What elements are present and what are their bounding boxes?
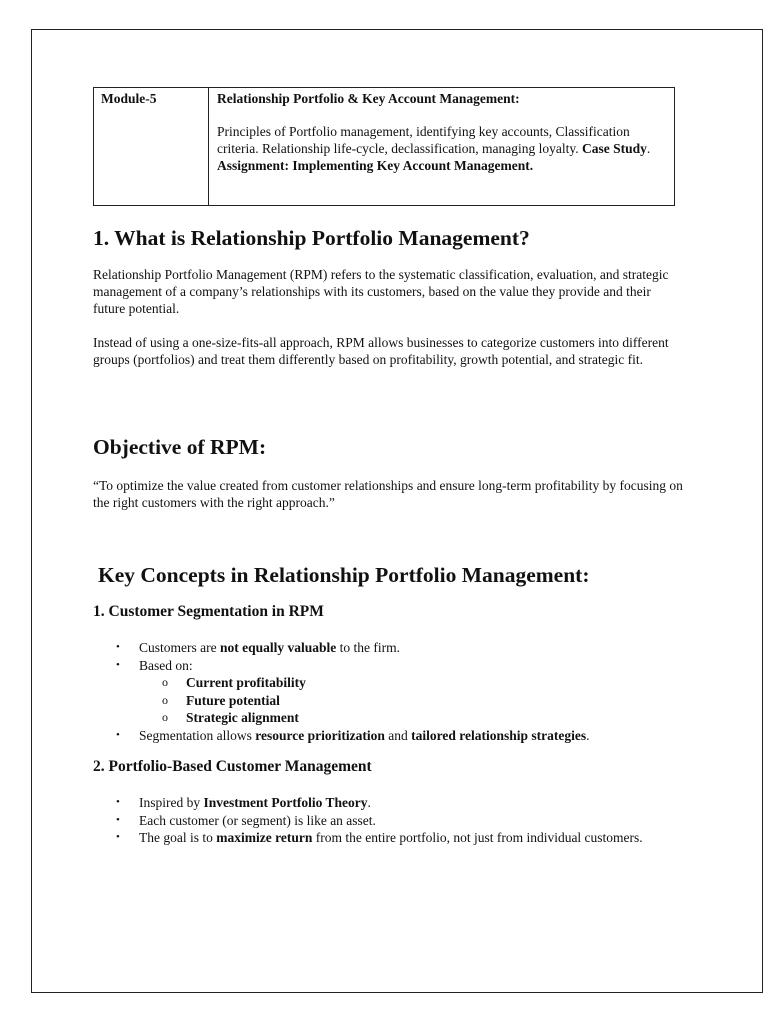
bullet-icon: • [116,641,120,653]
text: and [384,727,412,743]
bullet-icon: • [116,796,120,808]
separator-dot: . [646,141,651,156]
objective-quote: “To optimize the value created from customer relationships and ensure long-term profitability by focusing on the right customers with the right approach.” [93,478,683,510]
list-item [93,829,678,847]
text: to the firm. [336,640,401,655]
list-item [93,727,678,745]
text: Inspired by [139,795,204,810]
portfolio-heading: 2. Portfolio-Based Customer Management [93,758,372,775]
segmentation-list [93,639,678,744]
text: . [367,795,371,810]
list-item [93,794,678,812]
circle-bullet-icon: o [162,675,168,689]
section1-para1: Relationship Portfolio Management (RPM) refers to the systematic classification, evaluation, and strategic management of a company’s relationships with its customers, based on the value they provide and their future potential. [93,267,669,316]
module-content [209,88,675,206]
bold-text: resource prioritization [255,727,385,743]
bullet-icon: • [116,658,120,671]
list-item [93,657,678,727]
list-item [93,812,678,830]
module-table [93,87,675,206]
sub-list-item [139,674,678,692]
bold-text: Strategic alignment [186,710,299,725]
bullet-icon: • [116,813,120,826]
objective-heading: Objective of RPM: [93,435,267,459]
case-study-label: Case Study [582,141,647,156]
module-title: Relationship Portfolio & Key Account Management: [217,91,520,106]
module-description [217,123,667,174]
text: Segmentation allows [139,727,256,743]
section1-heading: 1. What is Relationship Portfolio Management? [93,226,530,250]
bullet-icon: • [116,728,120,741]
key-concepts-heading: Key Concepts in Relationship Portfolio Management: [98,563,590,587]
text: Customers are [139,640,220,655]
bold-text: Current profitability [186,675,306,690]
list-item [93,639,678,657]
text: The goal is to [139,830,217,845]
module-desc-text: Principles of Portfolio management, identifying key accounts, Classification criteria. Relationship life-cycle, declassification, managing loyalty. [217,124,630,156]
assignment-label: Assignment: Implementing Key Account Management. [217,158,534,173]
bold-text: Investment Portfolio Theory [203,795,368,810]
segmentation-heading: 1. Customer Segmentation in RPM [93,603,324,620]
text: from the entire portfolio, not just from individual customers. [312,830,643,845]
sub-list-item [139,692,678,710]
section1-para2: Instead of using a one-size-fits-all approach, RPM allows businesses to categorize customers into different groups (portfolios) and treat them differently based on profitability, growth potential, and strategic fit. [93,335,669,367]
bullet-icon: • [116,831,120,843]
module-label: Module-5 [94,88,209,206]
bold-text: Future potential [186,692,280,708]
text: . [586,727,590,743]
circle-bullet-icon: o [162,692,168,707]
portfolio-list [93,794,678,847]
bold-text: maximize return [216,830,313,845]
circle-bullet-icon: o [162,710,168,724]
sub-list [139,674,678,727]
bold-text: tailored relationship strategies [411,727,587,743]
text: Based on: [139,657,193,673]
sub-list-item [139,709,678,727]
bold-text: not equally valuable [219,640,337,655]
text: Each customer (or segment) is like an asset. [139,812,376,828]
